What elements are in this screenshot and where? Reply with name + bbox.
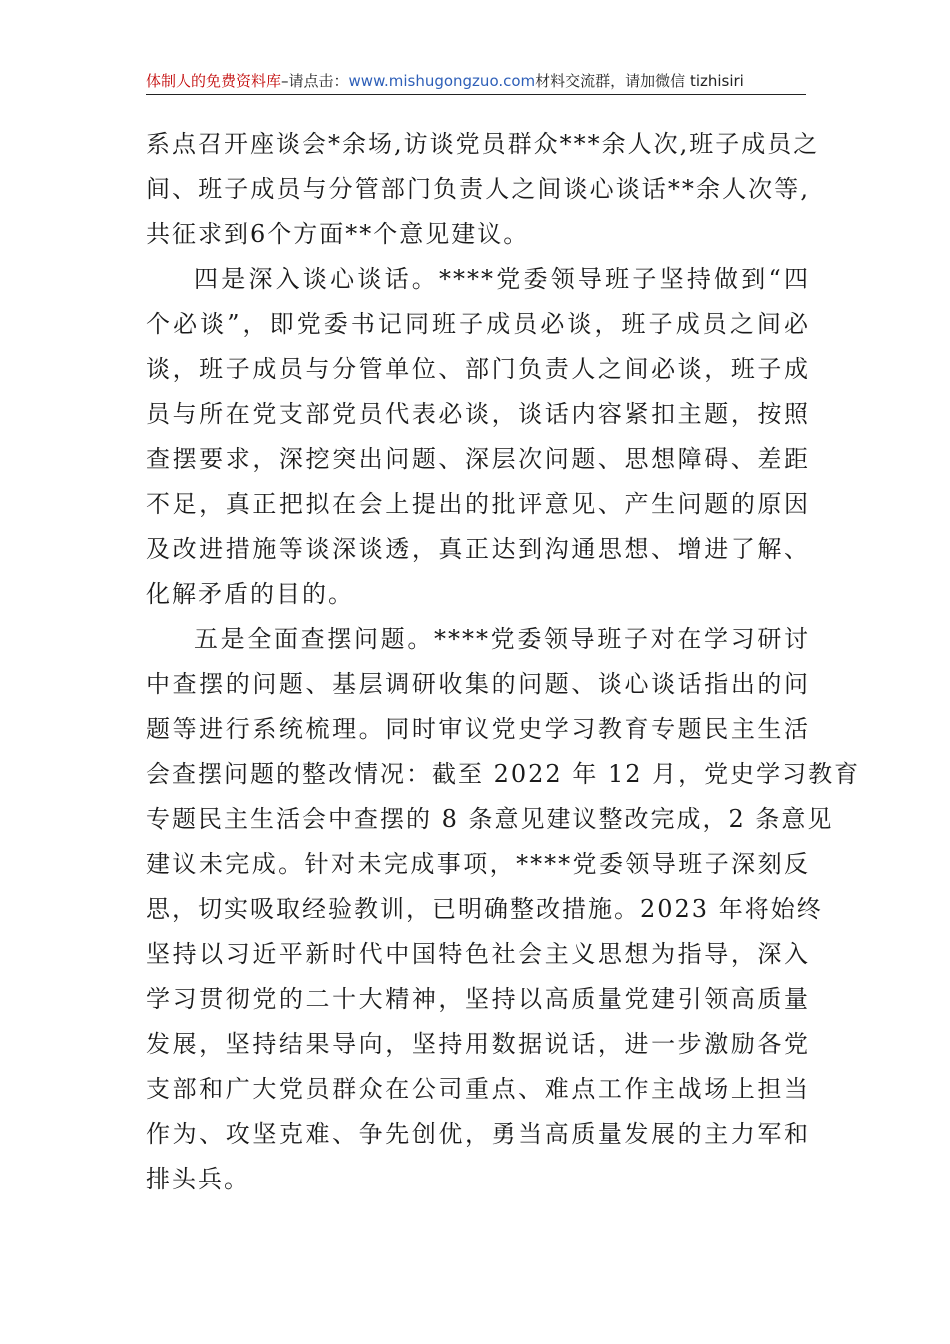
text-line: 不足，真正把拟在会上提出的批评意见、产生问题的原因 <box>146 490 810 518</box>
text-line: 中查摆的问题、基层调研收集的问题、谈心谈话指出的问 <box>146 670 810 698</box>
library-name[interactable]: 体制人的免费资料库 <box>146 72 282 90</box>
text-line: 发展，坚持结果导向，坚持用数据说话，进一步激励各党 <box>146 1030 810 1058</box>
text-line: 坚持以习近平新时代中国特色社会主义思想为指导，深入 <box>146 940 810 968</box>
text-line: 题等进行系统梳理。同时审议党史学习教育专题民主生活 <box>146 715 810 743</box>
text-line: 间、班子成员与分管部门负责人之间谈心谈话**余人次等, <box>146 175 810 203</box>
text-line: 会查摆问题的整改情况：截至 2022 年 12 月，党史学习教育 <box>146 760 861 788</box>
contact-info: 材料交流群，请加微信 tizhisiri <box>535 72 744 90</box>
text-line: 个必谈”，即党委书记同班子成员必谈，班子成员之间必 <box>146 310 810 338</box>
text-line: 五是全面查摆问题。****党委领导班子对在学习研讨 <box>194 625 810 653</box>
text-line: 系点召开座谈会*余场,访谈党员群众***余人次,班子成员之 <box>146 130 820 158</box>
text-line: 员与所在党支部党员代表必谈，谈话内容紧扣主题，按照 <box>146 400 810 428</box>
text-line: 查摆要求，深挖突出问题、深层次问题、思想障碍、差距 <box>146 445 810 473</box>
text-line: 支部和广大党员群众在公司重点、难点工作主战场上担当 <box>146 1075 810 1103</box>
text-line: 四是深入谈心谈话。****党委领导班子坚持做到“四 <box>194 265 810 293</box>
text-line: 思，切实吸取经验教训，已明确整改措施。2023 年将始终 <box>146 895 823 923</box>
text-line: 建议未完成。针对未完成事项，****党委领导班子深刻反 <box>146 850 810 878</box>
text-line: 专题民主生活会中查摆的 8 条意见建议整改完成，2 条意见 <box>146 805 834 833</box>
text-line: 谈，班子成员与分管单位、部门负责人之间必谈，班子成 <box>146 355 810 383</box>
page-header <box>146 70 806 95</box>
text-line: 排头兵。 <box>146 1165 250 1193</box>
document-body <box>146 122 861 1202</box>
text-line: 学习贯彻党的二十大精神，坚持以高质量党建引领高质量 <box>146 985 810 1013</box>
website-link[interactable]: www.mishugongzuo.com <box>348 72 536 90</box>
click-prompt: –请点击： <box>281 72 349 90</box>
text-line: 作为、攻坚克难、争先创优，勇当高质量发展的主力军和 <box>146 1120 810 1148</box>
text-line: 及改进措施等谈深谈透，真正达到沟通思想、增进了解、 <box>146 535 810 563</box>
text-line: 化解矛盾的目的。 <box>146 580 354 608</box>
text-line: 共征求到6个方面**个意见建议。 <box>146 220 530 248</box>
